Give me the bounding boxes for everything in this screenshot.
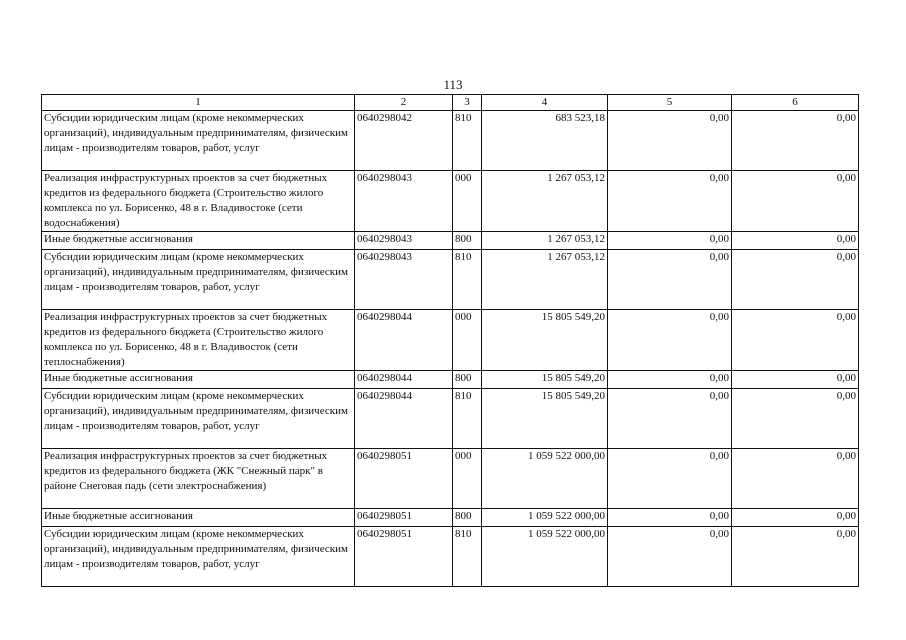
row-amount-col6 (732, 111, 859, 171)
page-number: 113 (443, 77, 463, 92)
row-amount-col6 (732, 250, 859, 310)
row-amount-col6-value: 0,00 (836, 233, 856, 245)
row-amount-col6-value: 0,00 (836, 510, 856, 522)
row-amount-col6 (732, 171, 859, 232)
row-amount-col4-value: 683 523,18 (555, 112, 605, 124)
row-amount-col6 (732, 527, 859, 587)
row-expense-type: 800 (453, 371, 482, 389)
row-code: 0640298051 (355, 449, 453, 509)
row-expense-type: 810 (453, 389, 482, 449)
row-amount-col5 (608, 232, 732, 250)
row-code: 0640298043 (355, 171, 453, 232)
row-amount-col5 (608, 449, 732, 509)
row-amount-col5-value: 0,00 (709, 311, 729, 323)
budget-table (41, 94, 859, 587)
row-code: 0640298043 (355, 232, 453, 250)
row-name: Субсидии юридическим лицам (кроме некоммерческих организаций), индивидуальным предпринимателям, физическим лицам - производителям товаров, работ, услуг (42, 527, 355, 587)
row-amount-col4 (482, 389, 608, 449)
table-body (42, 111, 859, 587)
row-code: 0640298044 (355, 371, 453, 389)
row-expense-type: 810 (453, 111, 482, 171)
row-name: Субсидии юридическим лицам (кроме некоммерческих организаций), индивидуальным предпринимателям, физическим лицам - производителям товаров, работ, услуг (42, 389, 355, 449)
table-row (42, 371, 859, 389)
row-code: 0640298044 (355, 310, 453, 371)
row-amount-col6 (732, 449, 859, 509)
row-amount-col6 (732, 371, 859, 389)
row-name: Субсидии юридическим лицам (кроме некоммерческих организаций), индивидуальным предпринимателям, физическим лицам - производителям товаров, работ, услуг (42, 250, 355, 310)
row-amount-col4-value: 15 805 549,20 (541, 390, 605, 402)
table-row (42, 509, 859, 527)
row-amount-col4 (482, 449, 608, 509)
row-amount-col4-value: 1 267 053,12 (547, 172, 605, 184)
row-expense-type: 810 (453, 527, 482, 587)
row-amount-col4 (482, 171, 608, 232)
row-amount-col5-value: 0,00 (709, 112, 729, 124)
row-amount-col5-value: 0,00 (709, 372, 729, 384)
row-amount-col6 (732, 509, 859, 527)
row-amount-col4 (482, 250, 608, 310)
row-amount-col6 (732, 310, 859, 371)
row-code: 0640298051 (355, 509, 453, 527)
column-header-6: 6 (732, 95, 859, 111)
row-amount-col4-value: 1 267 053,12 (547, 233, 605, 245)
row-amount-col6-value: 0,00 (836, 172, 856, 184)
column-header-5: 5 (608, 95, 732, 111)
column-header-2: 2 (355, 95, 453, 111)
row-amount-col6-value: 0,00 (836, 528, 856, 540)
row-amount-col5 (608, 310, 732, 371)
row-amount-col4 (482, 527, 608, 587)
row-amount-col4-value: 15 805 549,20 (541, 311, 605, 323)
table-row (42, 527, 859, 587)
row-amount-col5-value: 0,00 (709, 390, 729, 402)
row-amount-col6 (732, 232, 859, 250)
table-row (42, 111, 859, 171)
row-amount-col5 (608, 509, 732, 527)
row-amount-col4-value: 15 805 549,20 (541, 372, 605, 384)
row-amount-col5 (608, 250, 732, 310)
column-header-3: 3 (453, 95, 482, 111)
row-amount-col4 (482, 310, 608, 371)
row-expense-type: 800 (453, 232, 482, 250)
row-amount-col6-value: 0,00 (836, 450, 856, 462)
row-code: 0640298051 (355, 527, 453, 587)
row-amount-col4 (482, 232, 608, 250)
row-amount-col5-value: 0,00 (709, 251, 729, 263)
header-row (42, 95, 859, 111)
row-amount-col5 (608, 389, 732, 449)
table-row (42, 449, 859, 509)
table-row (42, 171, 859, 232)
row-expense-type: 000 (453, 310, 482, 371)
row-name: Субсидии юридическим лицам (кроме некоммерческих организаций), индивидуальным предпринимателям, физическим лицам - производителям товаров, работ, услуг (42, 111, 355, 171)
row-code: 0640298043 (355, 250, 453, 310)
row-amount-col5 (608, 111, 732, 171)
row-amount-col5-value: 0,00 (709, 233, 729, 245)
row-amount-col6-value: 0,00 (836, 251, 856, 263)
row-amount-col5 (608, 171, 732, 232)
column-header-4: 4 (482, 95, 608, 111)
row-amount-col5-value: 0,00 (709, 172, 729, 184)
row-name: Иные бюджетные ассигнования (42, 371, 355, 389)
row-name: Реализация инфраструктурных проектов за счет бюджетных кредитов из федерального бюджета (Строительство жилого комплекса по ул. Борисенко, 48 в г. Владивостоке (сети водоснабжения) (42, 171, 355, 232)
row-amount-col6-value: 0,00 (836, 372, 856, 384)
row-name: Реализация инфраструктурных проектов за счет бюджетных кредитов из федерального бюджета (ЖК "Снежный парк" в районе Снеговая падь (сети электроснабжения) (42, 449, 355, 509)
row-name: Иные бюджетные ассигнования (42, 232, 355, 250)
row-amount-col6-value: 0,00 (836, 311, 856, 323)
table-row (42, 310, 859, 371)
row-amount-col6-value: 0,00 (836, 112, 856, 124)
row-amount-col6-value: 0,00 (836, 390, 856, 402)
row-amount-col5-value: 0,00 (709, 528, 729, 540)
row-expense-type: 000 (453, 449, 482, 509)
column-header-1: 1 (42, 95, 355, 111)
row-name: Иные бюджетные ассигнования (42, 509, 355, 527)
table-row (42, 250, 859, 310)
table-row (42, 389, 859, 449)
row-amount-col6 (732, 389, 859, 449)
row-expense-type: 000 (453, 171, 482, 232)
row-amount-col4-value: 1 059 522 000,00 (528, 528, 605, 540)
row-amount-col4 (482, 371, 608, 389)
row-code: 0640298042 (355, 111, 453, 171)
row-amount-col5 (608, 371, 732, 389)
row-amount-col5-value: 0,00 (709, 510, 729, 522)
row-amount-col4-value: 1 059 522 000,00 (528, 510, 605, 522)
row-code: 0640298044 (355, 389, 453, 449)
row-amount-col4 (482, 111, 608, 171)
row-amount-col5 (608, 527, 732, 587)
row-amount-col4-value: 1 059 522 000,00 (528, 450, 605, 462)
row-amount-col4-value: 1 267 053,12 (547, 251, 605, 263)
row-expense-type: 800 (453, 509, 482, 527)
row-amount-col4 (482, 509, 608, 527)
row-name: Реализация инфраструктурных проектов за счет бюджетных кредитов из федерального бюджета (Строительство жилого комплекса по ул. Борисенко, 48 в г. Владивосток (сети теплоснабжения) (42, 310, 355, 371)
row-amount-col5-value: 0,00 (709, 450, 729, 462)
row-expense-type: 810 (453, 250, 482, 310)
table-row (42, 232, 859, 250)
